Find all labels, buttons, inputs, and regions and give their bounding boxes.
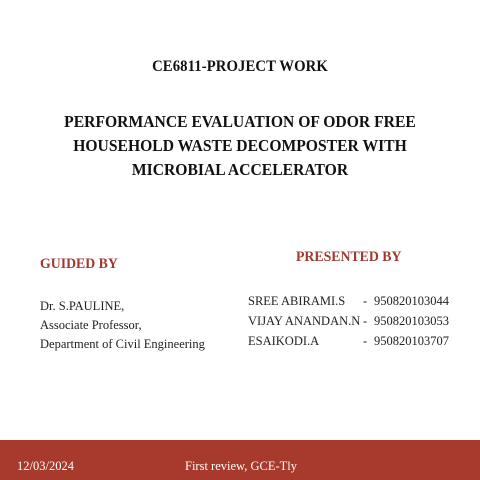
guide-designation: Associate Professor, — [40, 318, 142, 332]
footer-bar — [0, 440, 480, 480]
presenter-dash: - — [363, 334, 368, 348]
title-line: MICROBIAL ACCELERATOR — [131, 160, 349, 179]
footer-text: First review, GCE-Tly — [185, 459, 298, 473]
title-line: HOUSEHOLD WASTE DECOMPOSTER WITH — [73, 136, 407, 155]
presenter-reg-no: 950820103053 — [374, 314, 449, 328]
footer-date: 12/03/2024 — [17, 459, 74, 473]
presenter-name: ESAIKODI.A — [248, 334, 320, 348]
guide-details — [40, 297, 205, 354]
presenter-name: SREE ABIRAMI.S — [248, 294, 346, 308]
guide-name: Dr. S.PAULINE, — [40, 299, 125, 313]
presenter-row — [248, 291, 468, 311]
project-title — [56, 110, 424, 182]
presenter-reg-no: 950820103707 — [374, 334, 449, 348]
guided-by-heading: GUIDED BY — [40, 256, 118, 272]
presenter-row — [248, 311, 468, 331]
presenter-name: VIJAY ANANDAN.N — [248, 314, 361, 328]
presenter-dash: - — [363, 314, 368, 328]
presenter-dash: - — [363, 294, 368, 308]
presenter-list — [248, 291, 468, 351]
course-code: CE6811-PROJECT WORK — [152, 58, 328, 75]
presented-by-heading: PRESENTED BY — [296, 249, 402, 265]
presenter-row — [248, 331, 468, 351]
title-line: PERFORMANCE EVALUATION OF ODOR FREE — [64, 112, 416, 131]
guide-department: Department of Civil Engineering — [40, 337, 205, 351]
presenter-reg-no: 950820103044 — [374, 294, 449, 308]
